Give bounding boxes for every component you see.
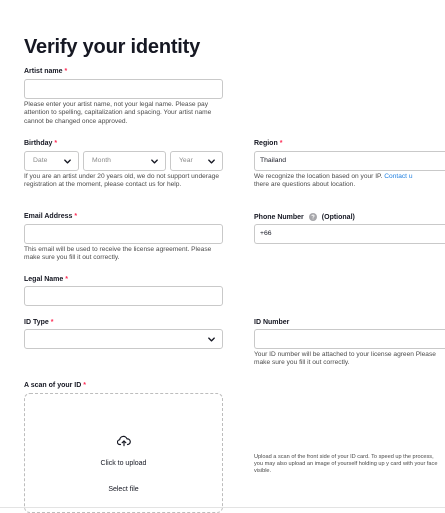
chevron-down-icon (150, 157, 159, 166)
id-type-select[interactable] (24, 329, 223, 349)
required-mark: * (54, 140, 58, 147)
cloud-upload-icon (117, 435, 131, 447)
scan-label (24, 382, 86, 389)
chevron-down-icon (207, 157, 216, 166)
legal-name-label-text: Legal Name (24, 276, 64, 283)
required-mark: * (83, 382, 86, 389)
region-help-text: We recognize the location based on your IP. (254, 173, 383, 180)
contact-us-link[interactable]: Contact u (384, 173, 413, 180)
scan-help: Upload a scan of the front side of your ID card. To speed up the process, you may also upload an image of yourself holding up y card with your face visible. (254, 454, 438, 474)
required-mark: * (74, 213, 78, 220)
region-label (254, 140, 282, 147)
phone-label-text: Phone Number (254, 213, 304, 221)
birthday-month-select[interactable] (83, 151, 166, 171)
required-mark: * (50, 319, 54, 326)
scan-label-text: A scan of your ID (24, 382, 82, 389)
email-label-text: Email Address (24, 213, 73, 220)
email-help: This email will be used to receive the license agreement. Please make sure you fill it out correctly. (24, 246, 212, 262)
artist-name-input[interactable] (24, 79, 223, 99)
artist-name-label (24, 68, 67, 75)
region-value: Thailand (260, 157, 287, 164)
required-mark: * (64, 68, 68, 75)
required-mark: * (65, 276, 68, 283)
question-circle-icon[interactable] (309, 213, 317, 221)
birthday-year-select[interactable] (170, 151, 223, 171)
id-number-label: ID Number (254, 319, 290, 326)
legal-name-label (24, 276, 68, 283)
id-upload-dropzone[interactable] (24, 393, 223, 513)
id-type-label (24, 319, 53, 326)
birthday-month-placeholder: Month (92, 157, 111, 164)
email-label (24, 213, 77, 220)
phone-value: +66 (260, 230, 272, 237)
page-title: Verify your identity (24, 36, 201, 58)
region-help-text-2: there are questions about location. (254, 181, 356, 189)
chevron-down-icon (207, 335, 216, 344)
id-number-help: Your ID number will be attached to your license agreen Please make sure you fill it out correctly. (254, 351, 436, 367)
click-to-upload-text[interactable]: Click to upload (100, 460, 147, 467)
bottom-divider (0, 507, 445, 508)
artist-name-help: Please enter your artist name, not your legal name. Please pay attention to spelling, capitalization and spacing. Your artist name cannot be changed once approved. (24, 101, 212, 125)
birthday-label-text: Birthday (24, 140, 53, 147)
legal-name-input[interactable] (24, 286, 223, 306)
id-type-label-text: ID Type (24, 319, 49, 326)
region-help (254, 173, 445, 190)
region-input[interactable] (254, 151, 445, 171)
birthday-year-placeholder: Year (179, 157, 193, 164)
id-number-input[interactable] (254, 329, 445, 349)
required-mark: * (279, 140, 283, 147)
phone-input[interactable] (254, 224, 445, 244)
phone-label (254, 213, 355, 221)
birthday-date-placeholder: Date (33, 157, 48, 164)
select-file-button[interactable]: Select file (108, 486, 139, 493)
birthday-label (24, 140, 57, 147)
phone-optional-text: (Optional) (321, 213, 355, 221)
chevron-down-icon (63, 157, 72, 166)
birthday-help: If you are an artist under 20 years old, we do not support underage registration at the moment, please contact us for help. (24, 173, 220, 189)
artist-name-label-text: Artist name (24, 68, 63, 75)
email-input[interactable] (24, 224, 223, 244)
region-label-text: Region (254, 140, 278, 147)
birthday-date-select[interactable] (24, 151, 79, 171)
